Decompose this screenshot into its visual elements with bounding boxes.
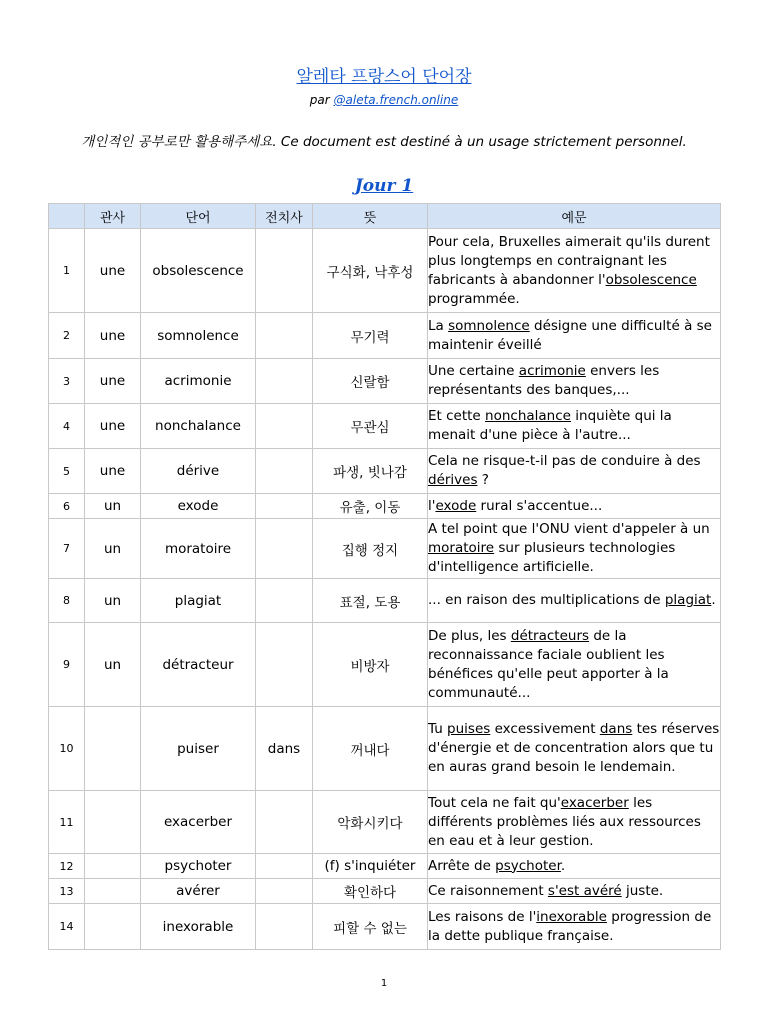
table-row — [49, 879, 721, 904]
table-row — [49, 359, 721, 404]
row-number: 1 — [49, 229, 85, 313]
article-cell: une — [85, 229, 141, 313]
meaning-cell: 무기력 — [313, 313, 428, 359]
row-number: 4 — [49, 404, 85, 449]
example-text: Tout cela ne fait qu' — [428, 794, 561, 811]
meaning-cell: 비방자 — [313, 623, 428, 707]
meaning-cell: (f) s'inquiéter — [313, 854, 428, 879]
article-cell: un — [85, 579, 141, 623]
example-text: de la reconnaissance faciale oublient les bénéfices qu'elle peut apporter à la communauté... — [428, 627, 669, 701]
word-cell: exacerber — [141, 791, 256, 854]
preposition-cell — [256, 579, 313, 623]
example-highlight: moratoire — [428, 540, 495, 556]
table-row — [49, 904, 721, 950]
example-text: La — [428, 317, 449, 334]
example-text: Une certaine — [428, 363, 519, 379]
table-row — [49, 229, 721, 313]
example-text: désigne une difficulté à se maintenir éveillé — [428, 317, 712, 353]
example-text: A tel point que l'ONU vient d'appeler à un — [428, 521, 710, 537]
meaning-cell: 유출, 이동 — [313, 494, 428, 519]
preposition-cell — [256, 404, 313, 449]
preposition-cell: dans — [256, 707, 313, 791]
example-text: Pour cela, Bruxelles aimerait qu'ils durent plus longtemps en contraignant les fabricants à abandonner l' — [428, 233, 710, 288]
example-text: l' — [428, 497, 436, 514]
example-text: . — [711, 592, 716, 608]
example-highlight: acrimonie — [518, 363, 586, 379]
word-cell: inexorable — [141, 904, 256, 950]
table-row — [49, 791, 721, 854]
example-cell — [428, 623, 721, 707]
word-cell: dérive — [141, 449, 256, 494]
byline-prefix: par — [309, 93, 334, 107]
example-text: inquiète qui la menait d'une pièce à l'autre... — [428, 408, 672, 443]
row-number: 12 — [49, 854, 85, 879]
meaning-cell: 신랄함 — [313, 359, 428, 404]
word-cell: détracteur — [141, 623, 256, 707]
example-highlight: puises — [447, 721, 491, 737]
word-cell: moratoire — [141, 519, 256, 579]
example-cell — [428, 229, 721, 313]
example-highlight: s'est avéré — [547, 882, 622, 899]
meaning-cell: 파생, 빗나감 — [313, 449, 428, 494]
table-header-row — [49, 204, 721, 229]
example-text: envers les représentants des banques,... — [428, 363, 660, 398]
example-text: ? — [477, 472, 489, 488]
article-cell: une — [85, 449, 141, 494]
example-text: tes réserves d'énergie et de concentration alors que tu en auras grand besoin le lendemain. — [428, 721, 720, 775]
table-row — [49, 579, 721, 623]
preposition-cell — [256, 791, 313, 854]
preposition-cell — [256, 904, 313, 950]
word-cell: exode — [141, 494, 256, 519]
day-title: Jour 1 — [354, 176, 414, 196]
example-cell — [428, 494, 721, 519]
meaning-cell: 무관심 — [313, 404, 428, 449]
header-meaning: 뜻 — [313, 204, 428, 229]
meaning-cell: 구식화, 낙후성 — [313, 229, 428, 313]
example-highlight: psychoter — [495, 857, 561, 874]
word-cell: somnolence — [141, 313, 256, 359]
example-text: programmée. — [428, 290, 520, 307]
word-cell: psychoter — [141, 854, 256, 879]
example-text: excessivement — [490, 721, 600, 737]
example-text: Les raisons de l' — [428, 908, 537, 925]
row-number: 5 — [49, 449, 85, 494]
word-cell: nonchalance — [141, 404, 256, 449]
header-example: 예문 — [428, 204, 721, 229]
article-cell: une — [85, 359, 141, 404]
row-number: 10 — [49, 707, 85, 791]
preposition-cell — [256, 449, 313, 494]
vocabulary-table — [48, 203, 721, 950]
preposition-cell — [256, 854, 313, 879]
example-cell — [428, 579, 721, 623]
example-text: Arrête de — [428, 857, 496, 874]
row-number: 14 — [49, 904, 85, 950]
table-row — [49, 519, 721, 579]
article-cell: un — [85, 494, 141, 519]
example-text: Tu — [428, 721, 448, 737]
word-cell: avérer — [141, 879, 256, 904]
example-highlight: inexorable — [536, 908, 607, 925]
row-number: 2 — [49, 313, 85, 359]
example-highlight: plagiat — [664, 592, 712, 608]
meaning-cell: 확인하다 — [313, 879, 428, 904]
article-cell: une — [85, 313, 141, 359]
article-cell — [85, 707, 141, 791]
meaning-cell: 표절, 도용 — [313, 579, 428, 623]
preposition-cell — [256, 229, 313, 313]
example-text: sur plusieurs technologies d'intelligence artificielle. — [428, 540, 676, 575]
example-text: juste. — [621, 882, 664, 899]
example-highlight: dans — [599, 721, 633, 737]
row-number: 13 — [49, 879, 85, 904]
word-cell: acrimonie — [141, 359, 256, 404]
example-highlight: détracteurs — [510, 627, 590, 644]
article-cell: un — [85, 623, 141, 707]
meaning-cell: 피할 수 없는 — [313, 904, 428, 950]
header-word: 단어 — [141, 204, 256, 229]
example-cell — [428, 519, 721, 579]
author-byline — [0, 93, 768, 107]
preposition-cell — [256, 359, 313, 404]
article-cell — [85, 854, 141, 879]
example-highlight: somnolence — [448, 317, 530, 334]
example-text: progression de la dette publique française. — [428, 908, 712, 944]
row-number: 6 — [49, 494, 85, 519]
header-number — [49, 204, 85, 229]
example-text: les différents problèmes liés aux ressources en eau et à leur gestion. — [428, 794, 701, 849]
example-text: ... en raison des multiplications de — [428, 592, 665, 608]
example-cell — [428, 313, 721, 359]
example-cell — [428, 879, 721, 904]
meaning-cell: 악화시키다 — [313, 791, 428, 854]
example-highlight: nonchalance — [485, 408, 571, 424]
usage-notice: 개인적인 공부로만 활용해주세요. Ce document est destiné à un usage strictement personnel. — [81, 134, 687, 150]
page-number: 1 — [380, 978, 388, 989]
example-highlight: dérives — [428, 472, 478, 488]
preposition-cell — [256, 879, 313, 904]
example-cell — [428, 359, 721, 404]
row-number: 9 — [49, 623, 85, 707]
table-row — [49, 449, 721, 494]
table-row — [49, 707, 721, 791]
article-cell — [85, 879, 141, 904]
word-cell: puiser — [141, 707, 256, 791]
article-cell — [85, 791, 141, 854]
preposition-cell — [256, 519, 313, 579]
table-row — [49, 623, 721, 707]
example-text: rural s'accentue... — [476, 497, 603, 514]
row-number: 11 — [49, 791, 85, 854]
example-highlight: exacerber — [560, 794, 629, 811]
header-preposition: 전치사 — [256, 204, 313, 229]
example-cell — [428, 449, 721, 494]
example-highlight: obsolescence — [605, 271, 697, 288]
preposition-cell — [256, 313, 313, 359]
row-number: 7 — [49, 519, 85, 579]
article-cell — [85, 904, 141, 950]
table-body — [49, 229, 721, 950]
example-cell — [428, 791, 721, 854]
row-number: 3 — [49, 359, 85, 404]
table-row — [49, 313, 721, 359]
meaning-cell: 집행 정지 — [313, 519, 428, 579]
example-text: Cela ne risque-t-il pas de conduire à des — [428, 453, 701, 469]
table-row — [49, 854, 721, 879]
example-text: Et cette — [428, 408, 486, 424]
article-cell: une — [85, 404, 141, 449]
word-cell: plagiat — [141, 579, 256, 623]
table-row — [49, 404, 721, 449]
header-article: 관사 — [85, 204, 141, 229]
example-highlight: exode — [435, 497, 477, 514]
example-cell — [428, 854, 721, 879]
example-cell — [428, 404, 721, 449]
example-text: De plus, les — [428, 627, 511, 644]
document-title: 알레타 프랑스어 단어장 — [296, 67, 472, 87]
article-cell: un — [85, 519, 141, 579]
word-cell: obsolescence — [141, 229, 256, 313]
preposition-cell — [256, 623, 313, 707]
row-number: 8 — [49, 579, 85, 623]
table-row — [49, 494, 721, 519]
example-cell — [428, 707, 721, 791]
author-handle-link[interactable]: @aleta.french.online — [333, 93, 459, 107]
example-text: Ce raisonnement — [428, 882, 548, 899]
example-cell — [428, 904, 721, 950]
example-text: . — [560, 857, 566, 874]
meaning-cell: 꺼내다 — [313, 707, 428, 791]
preposition-cell — [256, 494, 313, 519]
